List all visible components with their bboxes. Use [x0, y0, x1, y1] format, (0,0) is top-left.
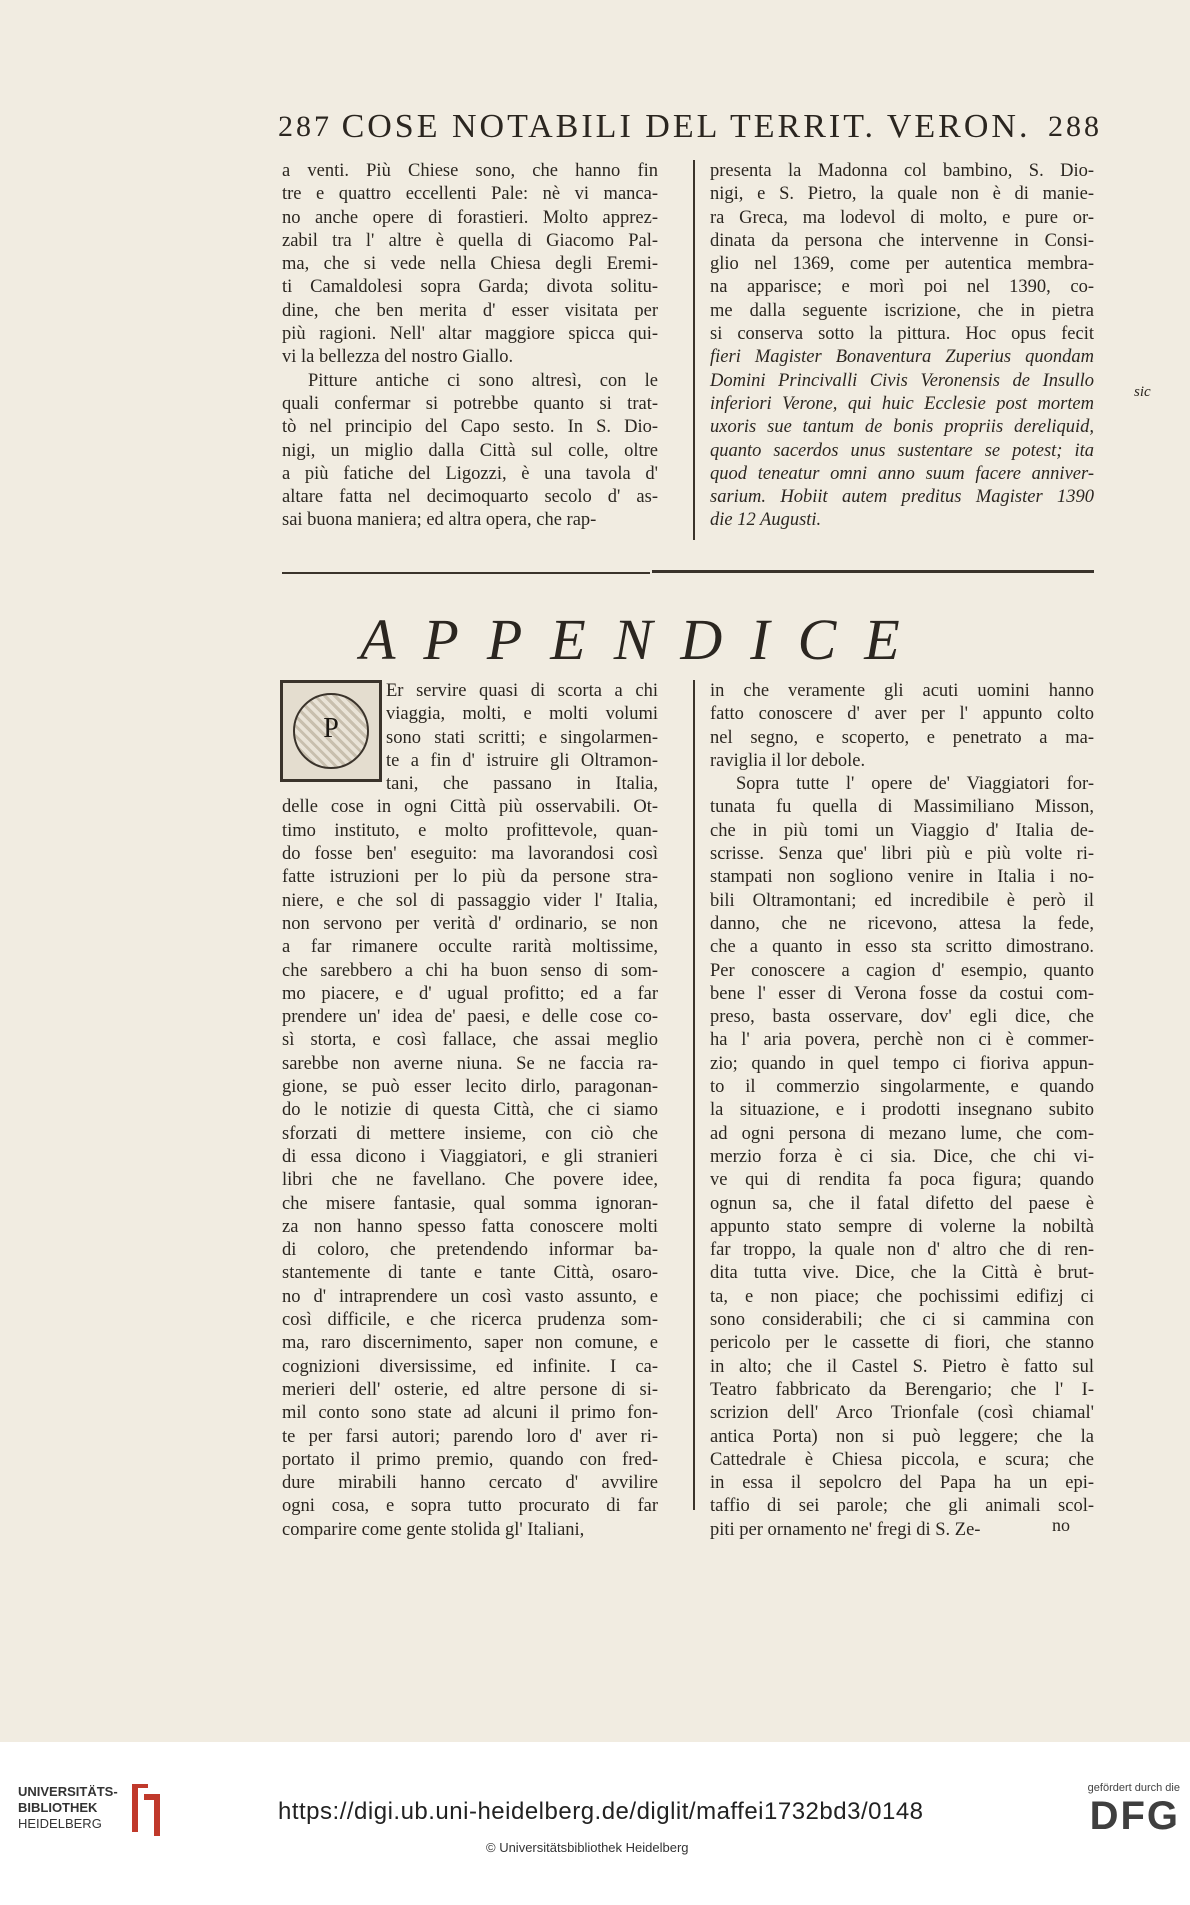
text-line: comparire come gente stolida gl' Italiani,	[282, 1519, 585, 1540]
text-line: ognun sa, che il fatal difetto del paese è	[710, 1193, 1094, 1214]
text-line: sarebbe non averne niuna. Se ne faccia ra-	[282, 1053, 658, 1074]
column-divider-lower	[693, 680, 695, 1510]
text-line: Domini Princivalli Civis Veronensis de Insullo	[710, 370, 1094, 391]
text-line: sono considerabili; che ci si cammina con	[710, 1310, 1094, 1331]
text-line: nigi, un miglio dalla Città sul colle, oltre	[282, 440, 658, 461]
text-line: altare fatta nel decimoquarto secolo d' as-	[282, 487, 658, 508]
text-line: tò nel principio del Capo sesto. In S. Dio-	[282, 417, 658, 438]
text-line: scrisse. Senza que' libri più e più volte ri-	[710, 844, 1094, 865]
text-line: glio nel 1369, come per autentica membra-	[710, 254, 1094, 275]
text-line: non servono per verità d' ordinario, se non	[282, 913, 658, 934]
text-line: ti Camaldolesi sopra Garda; divota solitu-	[282, 277, 658, 298]
text-line: na apparisce; e morì poi nel 1390, co-	[710, 277, 1094, 298]
text-line: delle cose in ogni Città più osservabili. Ot-	[282, 797, 658, 818]
text-line: sarium. Hobiit autem preditus Magister 1390	[710, 487, 1094, 508]
text-line: ma, raro discernimento, saper non comune, e	[282, 1333, 658, 1354]
column-divider-upper	[693, 160, 695, 540]
library-line-1: UNIVERSITÄTS-	[18, 1784, 118, 1799]
text-line: che in più tomi un Viaggio d' Italia de-	[710, 820, 1094, 841]
initial-letter: P	[323, 713, 339, 744]
lower-right-column	[710, 680, 1094, 1542]
text-line: fieri Magister Bonaventura Zuperius quondam	[710, 347, 1094, 368]
text-line: danno, che ne ricevono, attesa la fede,	[710, 913, 1094, 934]
text-line: zio; quando in quel tempo ci fioriva appun-	[710, 1053, 1094, 1074]
text-line: Er servire quasi di scorta a chi	[386, 681, 658, 701]
text-line: ha l' aria povera, perchè non ci è commer-	[710, 1030, 1094, 1051]
text-line: to il commerzio singolarmente, e quando	[710, 1077, 1094, 1098]
text-line: pericolo per le cassette di fiori, che stanno	[710, 1333, 1094, 1354]
text-line: no d' intraprendere un così vasto assunto, e	[282, 1286, 658, 1307]
text-line: quanto sacerdos unus sustentare se potest; ita	[710, 440, 1094, 461]
upper-left-column	[282, 160, 658, 533]
library-logo-icon	[128, 1780, 164, 1840]
text-line: la situazione, e i prodotti insegnano subito	[710, 1100, 1094, 1121]
text-line: timo instituto, e molto profittevole, quan-	[282, 820, 658, 841]
text-line: do fosse ben' eseguito: ma lavorandosi così	[282, 844, 658, 865]
dfg-wordmark: DFG	[1089, 1794, 1180, 1838]
text-line: presenta la Madonna col bambino, S. Dio-	[710, 161, 1094, 181]
text-line: ma, che si vede nella Chiesa degli Eremi-	[282, 254, 658, 275]
text-line: za non hanno spesso fatta conoscere molti	[282, 1216, 658, 1237]
text-line: inferiori Verone, qui huic Ecclesie post mortem	[710, 393, 1094, 414]
text-line: fatte istruzioni per lo più da persone stra-	[282, 867, 658, 888]
text-line: nel segno, e scoperto, e penetrato a ma-	[710, 727, 1094, 748]
text-line: libri che ne favellano. Che povere idee,	[282, 1170, 658, 1191]
text-line: bili Oltramontani; ed incredibile è però il	[710, 890, 1094, 911]
text-line: così difficile, e che ricerca prudenza som-	[282, 1310, 658, 1331]
funding-note: gefördert durch die	[1087, 1782, 1180, 1794]
text-line: cognizioni diversissime, ed infinite. I ca-	[282, 1356, 658, 1377]
text-line: ve qui di rendita fa poca figura; quando	[710, 1170, 1094, 1191]
viewer-footer	[0, 1742, 1190, 1905]
permalink-url[interactable]: https://digi.ub.uni-heidelberg.de/diglit/maffei1732bd3/0148	[278, 1798, 924, 1825]
text-line: quod teneatur omni anno suum facere anniver-	[710, 463, 1094, 484]
text-line: Cattedrale è Chiesa piccola, e scura; che	[710, 1449, 1094, 1470]
text-line: ra Greca, ma lodevol di molto, e pure or-	[710, 207, 1094, 228]
text-line: in essa il sepolcro del Papa ha un epi-	[710, 1473, 1094, 1494]
text-line: sono stati scritti; e singolarmen-	[386, 727, 658, 748]
appendix-heading: APPENDICE	[360, 607, 928, 672]
text-line: me dalla seguente iscrizione, che in pietra	[710, 300, 1094, 321]
text-line: ogni cosa, e sopra tutto procurato di far	[282, 1496, 658, 1517]
text-line: preso, basta osservare, dov' egli dice, che	[710, 1007, 1094, 1028]
text-line: sì storta, e così fallace, che assai meglio	[282, 1030, 658, 1051]
text-line: che a quanto in esso sta scritto dimostrano.	[710, 937, 1094, 958]
text-line: mil conto sono state ad alcuni il primo fon-	[282, 1403, 658, 1424]
dfg-logo	[1060, 1782, 1180, 1838]
text-line: merzio forza è ci sia. Dice, che chi vi-	[710, 1146, 1094, 1167]
text-line: dine, che ben merita d' esser visitata per	[282, 300, 658, 321]
text-line: dita tutta vive. Dice, che la Città è brut-	[710, 1263, 1094, 1284]
section-rule-right	[652, 570, 1094, 573]
text-line: dinata da persona che intervenne in Consi-	[710, 230, 1094, 251]
page-header	[270, 106, 1102, 150]
text-line: che misere fantasie, qual somma ignoran-	[282, 1193, 658, 1214]
text-line: si conserva sotto la pittura. Hoc opus fecit	[710, 324, 1094, 345]
text-line: a far rimanere occulte rarità moltissime,	[282, 937, 658, 958]
text-line: antica Porta) non si può leggere; che la	[710, 1426, 1094, 1447]
text-line: viaggia, molti, e molti volumi	[386, 704, 658, 725]
text-line: in che veramente gli acuti uomini hanno	[710, 681, 1094, 701]
copyright-notice: © Universitätsbibliothek Heidelberg	[486, 1840, 689, 1855]
text-line: niere, e che sol di passaggio vider l' Italia,	[282, 890, 658, 911]
text-line: sforzati di mettere insieme, con ciò che	[282, 1123, 658, 1144]
text-line: fatto conoscere d' aver per l' appunto colto	[710, 704, 1094, 725]
section-rule-left	[282, 572, 650, 574]
text-line: tre e quattro eccellenti Pale: nè vi manca-	[282, 184, 658, 205]
page-number-right: 288	[1048, 110, 1102, 143]
text-line: in alto; che il Castel S. Pietro è fatto sul	[710, 1356, 1094, 1377]
text-line: do le notizie di questa Città, che ci siamo	[282, 1100, 658, 1121]
text-line: stantemente di tante e tante Città, osaro-	[282, 1263, 658, 1284]
lower-left-column	[282, 680, 658, 1542]
text-line: piti per ornamento ne' fregi di S. Ze-	[710, 1519, 981, 1540]
text-line: raviglia il lor debole.	[710, 750, 866, 771]
running-title: COSE NOTABILI DEL TERRIT. VERON.	[341, 108, 1031, 145]
text-line: bene l' esser di Verona fosse da costui com-	[710, 983, 1094, 1004]
text-line: che sarebbero a chi ha buon senso di som-	[282, 960, 658, 981]
text-line: sai buona maniera; ed altra opera, che rap-	[282, 510, 597, 531]
text-line: uxoris sue tantum de bonis propriis dereliquid,	[710, 417, 1094, 438]
text-line: te a fin d' istruire gli Oltramon-	[386, 750, 658, 771]
upper-right-column	[710, 160, 1094, 533]
text-line: dure mirabili hanno cercato d' avvilire	[282, 1473, 658, 1494]
text-line: Pitture antiche ci sono altresì, con le	[308, 370, 658, 391]
text-line: di coloro, che pretendendo informar ba-	[282, 1240, 658, 1261]
text-line: scrizion dell' Arco Trionfale (così chiamal'	[710, 1403, 1094, 1424]
text-line: prendere un' idea de' paesi, e delle cose co-	[282, 1007, 658, 1028]
text-line: gione, se può esser lecito dirlo, paragonan-	[282, 1077, 658, 1098]
text-line: a venti. Più Chiese sono, che hanno fin	[282, 161, 658, 181]
page-number-left: 287	[278, 110, 332, 143]
text-line: vi la bellezza del nostro Giallo.	[282, 347, 514, 368]
text-line: merieri dell' osterie, ed altre persone di si-	[282, 1379, 658, 1400]
text-line: Teatro fabbricato da Berengario; che l' I-	[710, 1379, 1094, 1400]
text-line: tunata fu quella di Massimiliano Misson,	[710, 797, 1094, 818]
text-line: di essa dicono i Viaggiatori, e gli stranieri	[282, 1146, 658, 1167]
text-line: no anche opere di forastieri. Molto apprez-	[282, 207, 658, 228]
text-line: taffio di sei parole; che gli animali scol-	[710, 1496, 1094, 1517]
text-line: portato il primo premio, quando con fred-	[282, 1449, 658, 1470]
text-line: ad ogni persona di mezano lume, che com-	[710, 1123, 1094, 1144]
text-line: tani, che passano in Italia,	[386, 774, 658, 795]
text-line: Sopra tutte l' opere de' Viaggiatori for-	[736, 774, 1094, 795]
text-line: zabil tra l' altre è quella di Giacomo Pal-	[282, 230, 658, 251]
text-line: ta, e non piace; che pochissimi edifizj ci	[710, 1286, 1094, 1307]
text-line: quali confermar si potrebbe quanto si trat-	[282, 393, 658, 414]
text-line: nigi, e S. Pietro, la quale non è di manie-	[710, 184, 1094, 205]
text-line: Per conoscere a cagion d' esempio, quanto	[710, 960, 1094, 981]
library-name	[18, 1784, 128, 1832]
text-line: più ragioni. Nell' altar maggiore spicca qui-	[282, 324, 658, 345]
text-line: te per farsi autori; parendo loro d' aver ri-	[282, 1426, 658, 1447]
text-line: die 12 Augusti.	[710, 510, 822, 531]
text-line: a più fatiche del Ligozzi, è una tavola d'	[282, 463, 658, 484]
margin-note: sic	[1134, 384, 1151, 400]
catchword: no	[1052, 1515, 1070, 1535]
text-line: appunto stato sempre di volerne la nobiltà	[710, 1216, 1094, 1237]
text-line: mo piacere, e d' ugual profitto; ed a far	[282, 983, 658, 1004]
library-line-2: BIBLIOTHEK	[18, 1800, 98, 1815]
library-line-3: HEIDELBERG	[18, 1816, 102, 1831]
text-line: stampati non sogliono venire in Italia i no-	[710, 867, 1094, 888]
text-line: far troppo, la quale non d' altro che di ren-	[710, 1240, 1094, 1261]
